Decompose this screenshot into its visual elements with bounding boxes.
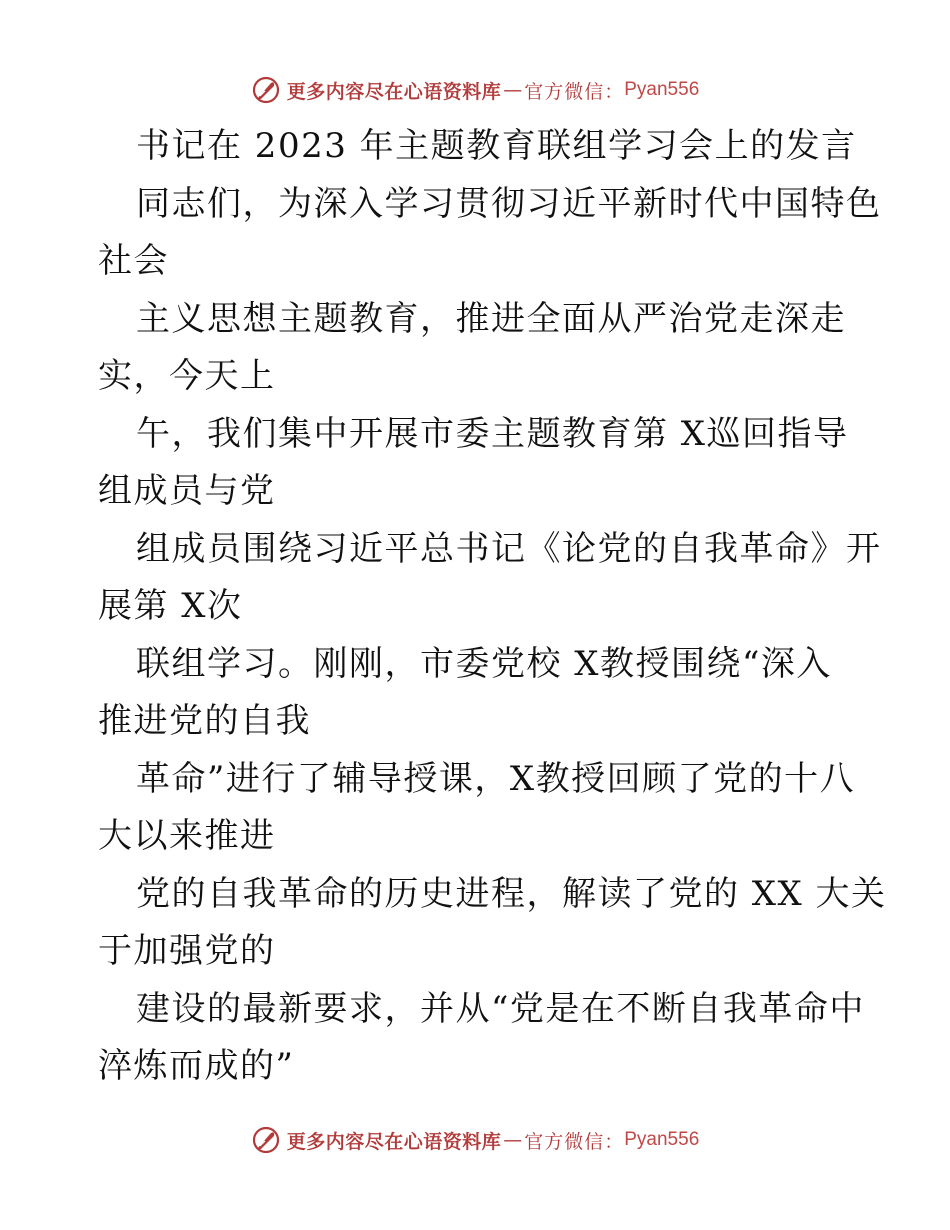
text-line: 主义思想主题教育，推进全面从严治党走深走	[136, 298, 846, 339]
text-line: 午，我们集中开展市委主题教育第 X巡回指导	[136, 413, 849, 454]
quill-pen-logo-icon	[251, 1125, 281, 1155]
text-line: 同志们，为深入学习贯彻习近平新时代中国特色	[136, 183, 882, 224]
watermark-separator: —	[503, 1129, 523, 1151]
watermark-wechat-label: 官方微信：	[524, 80, 625, 103]
text-line: 联组学习。刚刚，市委党校 X教授围绕“深入	[136, 643, 832, 684]
watermark-separator: —	[503, 79, 523, 101]
text-line: 大以来推进	[98, 816, 276, 856]
text-line: 党的自我革命的历史进程，解读了党的 XX 大关	[136, 873, 887, 914]
watermark-wechat-label: 官方微信：	[524, 1130, 625, 1153]
watermark-text: 更多内容尽在心语资料库	[286, 1130, 502, 1153]
text-line: 推进党的自我	[98, 701, 311, 741]
document-title: 书记在 2023 年主题教育联组学习会上的发言	[136, 126, 857, 166]
watermark-wechat-id: Pyan556	[624, 1129, 700, 1150]
text-line: 建设的最新要求，并从“党是在不断自我革命中	[136, 988, 865, 1029]
text-line: 展第 X次	[98, 586, 243, 626]
watermark-text: 更多内容尽在心语资料库	[286, 80, 502, 103]
watermark-wechat-id: Pyan556	[624, 79, 700, 100]
text-line: 于加强党的	[98, 931, 276, 971]
text-line: 实，今天上	[98, 356, 276, 396]
header-watermark	[0, 70, 950, 110]
text-line: 组成员围绕习近平总书记《论党的自我革命》开	[136, 528, 882, 569]
text-line: 淬炼而成的”	[98, 1046, 295, 1086]
quill-pen-logo-icon	[251, 75, 281, 105]
document-body	[98, 118, 887, 1096]
text-line: 组成员与党	[98, 471, 276, 511]
footer-watermark	[0, 1120, 950, 1160]
text-line: 社会	[98, 241, 169, 281]
text-line: 革命”进行了辅导授课，X教授回顾了党的十八	[136, 758, 856, 799]
